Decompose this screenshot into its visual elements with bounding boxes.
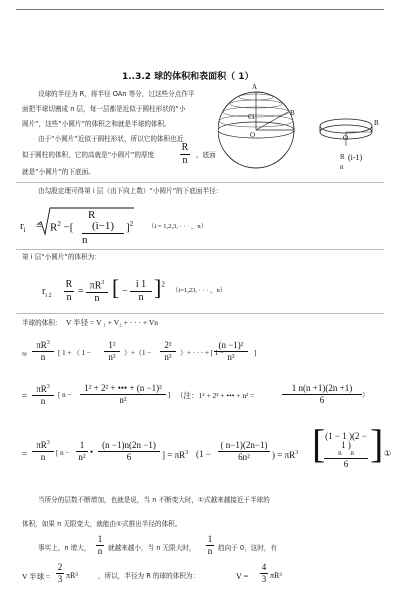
- label-ci: Ci: [248, 113, 255, 121]
- intro-line-1: 设球的半径为 R，将半径 OAn 等分，过这些分点作平: [38, 90, 195, 98]
- intro-line-6: 就是“小圆片”的下底面。: [22, 168, 95, 176]
- intro-line-2: 面把半球切割成 n 层，每一层都是近似于圆柱形状的“小: [22, 105, 186, 113]
- conclusion-line-3b: 就越来越小，当 n 无限大时，: [108, 544, 196, 552]
- vi-minus: −: [122, 286, 128, 297]
- vi-bracket-close: ]$^2$: [154, 275, 165, 300]
- v-ball-frac: 4 3: [261, 562, 267, 584]
- range-2: （i=1,23, · · · ，n）: [172, 287, 227, 294]
- intro-line-3: 圆片”，这些“小圆片”的体积之和就是半球的体积。: [22, 120, 171, 128]
- eq2-note-end: ）: [362, 391, 369, 399]
- section3-formula: V 半径 = V ₁ + V₂ + · · · + Vn: [66, 318, 159, 327]
- label-b2: B: [374, 119, 379, 127]
- v-half-r: πR³: [66, 571, 78, 580]
- label-o: O: [250, 131, 256, 139]
- eq2-note: （注：1² + 2² + ••• + n² =: [176, 391, 255, 400]
- eq1-lead: ≈: [22, 349, 27, 359]
- eq3-body: [ n −: [56, 449, 70, 457]
- label-r: R: [340, 153, 345, 161]
- eq1-body: [ 1 + （ 1 −: [58, 349, 91, 357]
- range-1: （i = 1,2,3, · · · ，n）: [148, 223, 208, 230]
- eq1-f2: 2² n²: [160, 341, 176, 362]
- ri-symbol: $r_i$: [20, 220, 26, 235]
- equals-1: =: [36, 220, 43, 232]
- eq1-f3: (n −1)² n²: [214, 341, 248, 362]
- intro-line-5-end: ，底面: [196, 151, 216, 159]
- label-b: B: [290, 109, 295, 117]
- thickness-fraction: R n: [181, 142, 189, 166]
- vi-i1-over-n: i 1 n: [130, 280, 152, 303]
- v-half-frac: 2 3: [57, 562, 63, 584]
- eq3-pir3-n: $\pi R^3$ n: [32, 440, 54, 462]
- eq1-mid: ）+（1 −: [124, 349, 152, 357]
- rule-3: [16, 313, 384, 314]
- v-ball-r: πR³: [270, 571, 282, 580]
- sphere-figure: [218, 88, 298, 178]
- conclusion-line-2: 体积，如果 n 无限变大，就能由①式推出半径的体积。: [22, 520, 182, 528]
- conclusion-frac-1: 1 n: [97, 534, 103, 556]
- rule-1: [16, 182, 384, 183]
- eq3-f2: (n −1)n(2n −1) 6: [98, 441, 160, 462]
- eq3-bracket-close: ]: [370, 421, 384, 466]
- top-rule: [16, 9, 384, 10]
- page-title: 1..3.2 球的体积和表面积（ 1）: [122, 72, 254, 82]
- section1-text: 由勾股定理可得第 i 层（由下向上数）“小圆片”的下底面半径：: [38, 187, 223, 195]
- v-half-label: V 半球 =: [22, 572, 51, 581]
- eq2-body: [ n −: [58, 391, 72, 399]
- label-n: n: [340, 163, 344, 171]
- label-i1: (i-1): [348, 153, 363, 162]
- eq1-f1: 1² n²: [104, 341, 120, 362]
- eq1-dots: ）+ · · · + [ 1 −: [180, 349, 224, 357]
- eq2-note-frac: 1 n(n +1)(2n +1) 6: [282, 384, 362, 405]
- sqrt-body: $R^2$ −[: [50, 220, 74, 234]
- eq3-f3: ( n−1)(2n−1) 6n²: [218, 441, 270, 462]
- eq3-dot: •: [90, 447, 94, 457]
- eq2-frac: 1² + 2² + ••• + (n −1)² n²: [80, 384, 166, 405]
- vi-bracket: [: [112, 275, 120, 300]
- section2-text: 第 i 层“小圆片”的体积为：: [22, 253, 101, 261]
- eq2-end: ]: [168, 391, 171, 399]
- conclusion-frac-2: 1 n: [207, 534, 213, 556]
- vi-symbol: $r_{i 2}$: [42, 286, 52, 299]
- eq3-eq3: ) = $\pi R^3$: [272, 450, 299, 460]
- eq2-pir3-n: $\pi R^3$ n: [32, 384, 54, 406]
- eq1-end: ]: [254, 349, 257, 357]
- label-a: A: [252, 83, 258, 91]
- vi-pir3-over-n: $\pi R^3$ n: [86, 280, 108, 304]
- eq2-lead: =: [22, 391, 28, 401]
- eq3-p1: (1 −: [196, 449, 211, 459]
- r-over-n: R (i−1) n: [82, 210, 124, 246]
- conclusion-line-3a: 事实上，n 增大，: [38, 544, 91, 552]
- conclusion-line-3c: 趋向于 0，这时，有: [218, 544, 278, 552]
- eq1-pir3-n: $\pi R^3$ n: [32, 340, 54, 362]
- intro-line-4: 由于“小圆片”近似于圆柱形状，所以它的体积也近: [38, 135, 184, 143]
- section3-text: 半球的体积：: [22, 319, 62, 327]
- eq3-tag: ①: [384, 449, 392, 458]
- conclusion-line-1: 当所分的层数不断增加，也就是说，当 n 不断变大时，①式越来越接近于半球的: [38, 496, 270, 504]
- conclusion-mid: ，所以，半径为 R 的球的体积为：: [98, 572, 200, 580]
- bracket-close: ]$^2$: [126, 220, 134, 234]
- eq3-f4: (1 − 1 )(2 − 1 ) n n 6: [325, 431, 367, 469]
- eq3-bracket-open: [: [312, 421, 326, 466]
- vi-r-over-n: R n: [65, 279, 73, 303]
- eq3-f1: 1 n²: [76, 441, 88, 462]
- intro-line-5: 似于圆柱的体积，它的高就是“小圆片”的厚度: [22, 151, 155, 159]
- rule-2: [16, 249, 384, 250]
- eq3-lead: =: [22, 449, 28, 459]
- vi-equals: =: [78, 286, 84, 297]
- v-ball-label: V =: [236, 572, 249, 581]
- label-o2: O: [343, 134, 349, 142]
- eq3-eq2: ] = $\pi R^3$: [162, 450, 189, 460]
